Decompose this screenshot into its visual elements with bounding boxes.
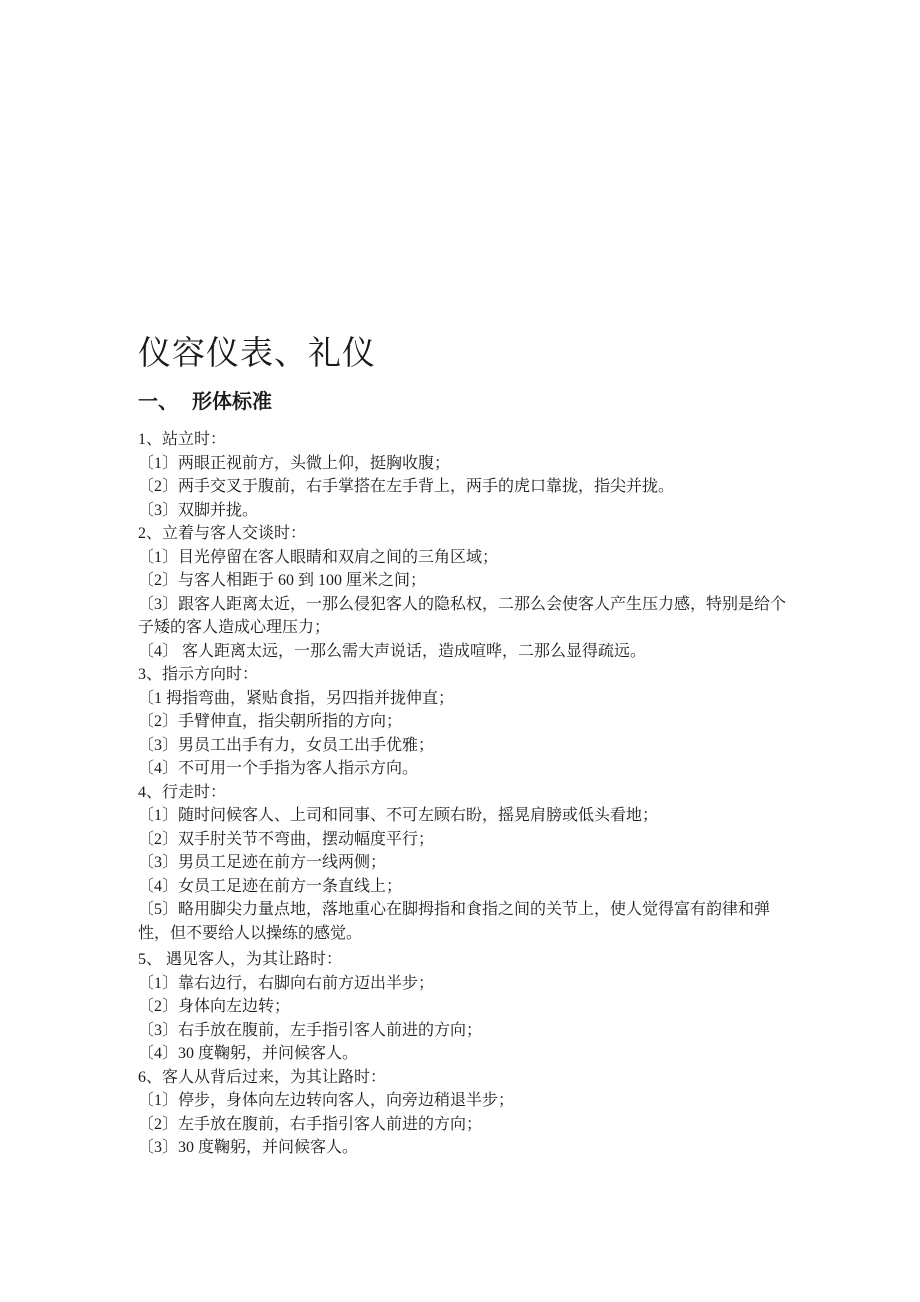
- list-item: 〔1 拇指弯曲，紧贴食指，另四指并拢伸直；: [138, 689, 455, 707]
- list-item: 〔1〕两眼正视前方，头微上仰，挺胸收腹；: [138, 454, 451, 472]
- list-item: 〔1〕目光停留在客人眼睛和双肩之间的三角区域；: [138, 548, 499, 566]
- list-item: 〔2〕双手肘关节不弯曲，摆动幅度平行；: [138, 830, 435, 848]
- list-item: 〔1〕停步，身体向左边转向客人，向旁边稍退半步；: [138, 1092, 515, 1109]
- list-item: 〔2〕左手放在腹前，右手指引客人前进的方向；: [138, 1115, 483, 1133]
- list-item: 〔3〕双脚并拢。: [138, 501, 259, 519]
- section-heading: [138, 388, 786, 416]
- document-title: 仪容仪表、礼仪: [138, 334, 376, 371]
- section-label: 形体标准: [192, 391, 272, 413]
- list-item: 〔4〕不可用一个手指为客人指示方向。: [138, 760, 419, 777]
- list-item: 〔2〕两手交叉于腹前，右手掌搭在左手背上，两手的虎口靠拢，指尖并拢。: [138, 478, 675, 495]
- list-item: 〔4〕30 度鞠躬，并问候客人。: [138, 1045, 359, 1062]
- list-item: 〔2〕手臂伸直，指尖朝所指的方向；: [138, 713, 403, 730]
- document-page: [138, 330, 786, 1160]
- section-number: 一、: [138, 391, 178, 413]
- subsection-heading: 6、客人从背后过来，为其让路时：: [138, 1068, 387, 1086]
- subsection-heading: 4、行走时：: [138, 783, 227, 801]
- list-item: 〔5〕略用脚尖力量点地，落地重心在脚拇指和食指之间的关节上，使人觉得富有韵律和弹性，但不要给人以操练的感觉。: [138, 901, 771, 942]
- subsection-heading: 3、指示方向时：: [138, 666, 259, 683]
- list-item: 〔3〕30 度鞠躬，并问候客人。: [138, 1139, 359, 1156]
- list-item: 〔2〕身体向左边转；: [138, 998, 291, 1015]
- list-item: 〔1〕靠右边行，右脚向右前方迈出半步；: [138, 974, 435, 992]
- list-item: 〔3〕跟客人距离太近，一那么侵犯客人的隐私权，二那么会使客人产生压力感，特别是给个子矮的客人造成心理压力；: [138, 595, 787, 636]
- list-item: 〔3〕男员工出手有力，女员工出手优雅；: [138, 736, 435, 754]
- list-item: 〔2〕与客人相距于 60 到 100 厘米之间；: [138, 572, 427, 589]
- list-item: 〔3〕男员工足迹在前方一线两侧；: [138, 854, 387, 871]
- subsection-heading: 5、 遇见客人，为其让路时：: [138, 951, 343, 968]
- body-text: [138, 428, 786, 1160]
- list-item: 〔4〕女员工足迹在前方一条直线上；: [138, 877, 403, 895]
- subsection-heading: 2、立着与客人交谈时：: [138, 525, 307, 542]
- list-item: 〔3〕右手放在腹前，左手指引客人前进的方向；: [138, 1021, 483, 1039]
- list-item: 〔4〕 客人距离太远，一那么需大声说话，造成喧哗，二那么显得疏远。: [138, 642, 647, 660]
- subsection-heading: 1、站立时：: [138, 431, 227, 448]
- list-item: 〔1〕随时问候客人、上司和同事、不可左顾右盼，摇晃肩膀或低头看地；: [138, 807, 659, 824]
